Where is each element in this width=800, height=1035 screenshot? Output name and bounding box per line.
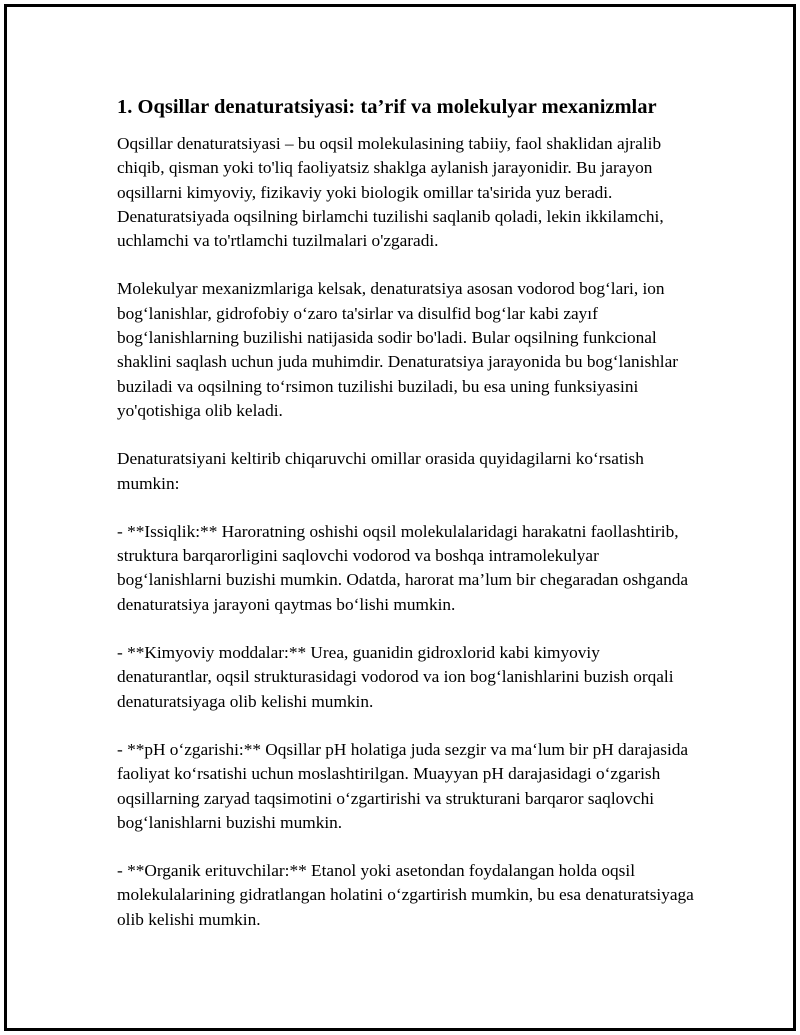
factor-chemicals-paragraph: - **Kimyoviy moddalar:** Urea, guanidin gidroxlorid kabi kimyoviy denaturantlar, oqsil strukturasidagi vodorod va ion bog‘lanishlarini buzish orqali denaturatsiyaga olib kelishi mumkin.: [117, 643, 674, 711]
mechanism-paragraph: Molekulyar mexanizmlariga kelsak, denaturatsiya asosan vodorod bog‘lari, ion bog‘lanishlar, gidrofobiy o‘zaro ta'sirlar va disulfid bog‘lar kabi zayıf bog‘lanishlarning buzilishi natijasida sodir bo'ladi. Bular oqsilning funkcional shaklini saqlash uchun juda muhimdir. Denaturatsiya jarayonida bu bog‘lanishlar buziladi va oqsilning to‘rsimon tuzilishi buziladi, bu esa uning funksiyasini yo'qotishiga olib keladi.: [117, 279, 679, 420]
factor-solvents-paragraph: - **Organik erituvchilar:** Etanol yoki asetondan foydalangan holda oqsil molekulalarining gidratlangan holatini o‘zgartirish mumkin, bu esa denaturatsiyaga olib kelishi mumkin.: [117, 861, 694, 929]
section-heading: 1. Oqsillar denaturatsiyasi: ta’rif va molekulyar mexanizmlar: [117, 96, 657, 118]
factors-intro-paragraph: Denaturatsiyani keltirib chiqaruvchi omillar orasida quyidagilarni ko‘rsatish mumkin:: [117, 449, 644, 493]
document-body: [117, 93, 697, 932]
factor-ph-paragraph: - **pH o‘zgarishi:** Oqsillar pH holatiga juda sezgir va ma‘lum bir pH darajasida faoliyat ko‘rsatishi uchun moslashtirilgan. Muayyan pH darajasidagi o‘zgarish oqsillarning zaryad taqsimotini o‘zgartirishi va strukturani barqaror saqlovchi bog‘lanishlarni buzishi mumkin.: [117, 739, 689, 832]
definition-paragraph: Oqsillar denaturatsiyasi – bu oqsil molekulasining tabiiy, faol shaklidan ajralib chiqib, qisman yoki to'liq faoliyatsiz shaklga aylanish jarayonidir. Bu jarayon oqsillarni kimyoviy, fizikaviy yoki biologik omillar ta'sirida yuz beradi. Denaturatsiyada oqsilning birlamchi tuzilishi saqlanib qoladi, lekin ikkilamchi, uchlamchi va to'rtlamchi tuzilmalari o'zgaradi.: [117, 134, 664, 251]
factor-heat-paragraph: - **Issiqlik:** Haroratning oshishi oqsil molekulalaridagi harakatni faollashtirib, struktura barqarorligini saqlovchi vodorod va boshqa intramolekulyar bog‘lanishlarni buzishi mumkin. Odatda, harorat ma’lum bir chegaradan oshganda denaturatsiya jarayoni qaytmas bo‘lishi mumkin.: [117, 521, 689, 614]
